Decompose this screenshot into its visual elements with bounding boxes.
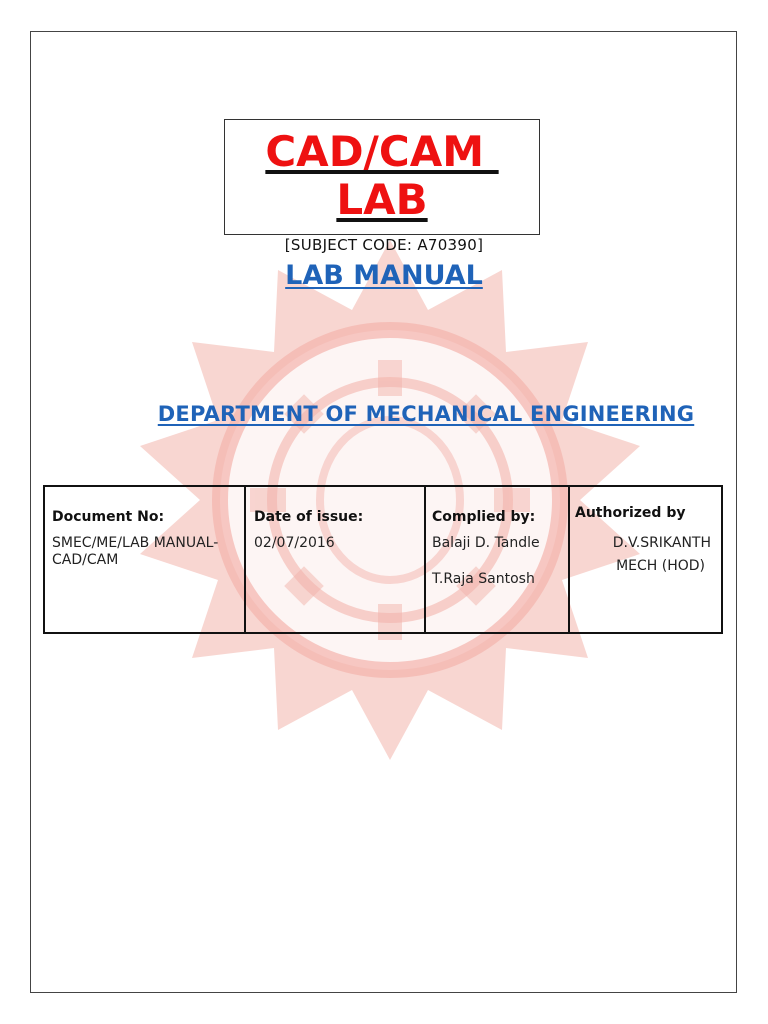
date-of-issue-cell: [245, 486, 425, 633]
document-no-label: Document No:: [52, 509, 165, 525]
table-row: [44, 486, 722, 633]
authorized-by-title: MECH (HOD): [616, 558, 705, 574]
complied-by-cell: [425, 486, 569, 633]
title-box: [224, 119, 540, 235]
date-of-issue-value: 02/07/2016: [254, 535, 335, 551]
document-no-value: SMEC/ME/LAB MANUAL-CAD/CAM: [52, 535, 219, 568]
title-line-2: LAB: [336, 175, 428, 224]
authorized-by-cell: [569, 486, 722, 633]
authorized-by-label: Authorized by: [575, 505, 686, 521]
subject-code: [SUBJECT CODE: A70390]: [284, 236, 484, 254]
date-of-issue-label: Date of issue:: [254, 509, 364, 525]
complied-by-name-2: T.Raja Santosh: [432, 571, 535, 587]
department-heading: DEPARTMENT OF MECHANICAL ENGINEERING: [157, 402, 695, 426]
document-no-cell: [44, 486, 245, 633]
complied-by-label: Complied by:: [432, 509, 536, 525]
complied-by-name-1: Balaji D. Tandle: [432, 535, 540, 551]
title-line-1: CAD/CAM: [265, 127, 499, 176]
authorized-by-name: D.V.SRIKANTH: [612, 535, 711, 551]
lab-manual-heading: LAB MANUAL: [285, 260, 483, 291]
document-info-table: [43, 485, 723, 634]
